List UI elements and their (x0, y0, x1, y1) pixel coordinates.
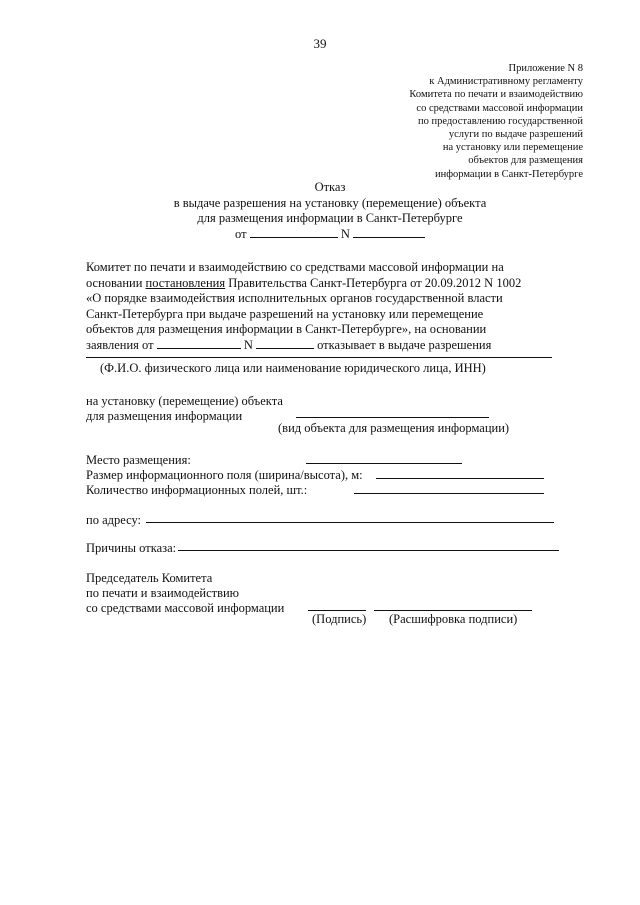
object-line-2: для размещения информации (86, 409, 243, 423)
field-count-line[interactable] (354, 493, 544, 494)
body-paragraph (86, 260, 521, 353)
refuses-text: отказывает в выдаче разрешения (317, 337, 492, 352)
applicant-line[interactable] (86, 357, 552, 358)
number-blank[interactable] (353, 227, 425, 238)
signer-line-2: по печати и взаимодействию (86, 586, 240, 600)
page-number: 39 (313, 36, 327, 51)
application-number-label: N (243, 337, 253, 352)
field-size-label: Размер информационного поля (ширина/высота), м: (86, 468, 363, 482)
document-title (0, 180, 640, 242)
appendix-block (409, 62, 583, 181)
signature-hint: (Подпись) (312, 612, 367, 626)
location-line[interactable] (306, 463, 462, 464)
signature-decode-line[interactable] (374, 610, 532, 611)
signature-decode-hint: (Расшифровка подписи) (389, 612, 518, 626)
signature-line[interactable] (308, 610, 366, 611)
body-line (86, 276, 521, 292)
object-type-hint: (вид объекта для размещения информации) (278, 421, 510, 435)
appendix-line: по предоставлению государственной (417, 115, 583, 127)
appendix-line: объектов для размещения (468, 155, 583, 167)
appendix-line: к Административному регламенту (429, 76, 583, 88)
number-label: N (340, 226, 350, 241)
appendix-line: Комитета по печати и взаимодействию (409, 89, 583, 101)
field-size-line[interactable] (376, 478, 544, 479)
appendix-line: со средствами массовой информации (416, 102, 583, 114)
signer-line-1: Председатель Комитета (86, 571, 213, 585)
address-line[interactable] (146, 522, 554, 523)
address-label: по адресу: (86, 513, 142, 527)
location-label: Место размещения: (86, 453, 191, 467)
reasons-line[interactable] (178, 550, 559, 551)
body-text: основании (86, 275, 143, 290)
object-line-1: на установку (перемещение) объекта (86, 394, 283, 408)
field-count-label: Количество информационных полей, шт.: (86, 483, 308, 497)
body-line: «О порядке взаимодействия исполнительных органов государственной власти (86, 291, 503, 305)
body-text: Правительства Санкт-Петербурга от 20.09.2012 N 1002 (228, 275, 522, 290)
body-line: Санкт-Петербурга при выдаче разрешений на установку или перемещение (86, 306, 484, 321)
appendix-line: на установку или перемещение (442, 142, 583, 154)
body-line: объектов для размещения информации в Санкт-Петербурге», на основании (86, 322, 487, 336)
appendix-line: информации в Санкт-Петербурге (434, 168, 583, 180)
appendix-line: услуги по выдаче разрешений (448, 129, 583, 141)
title-line: Отказ (314, 180, 346, 194)
reasons-label: Причины отказа: (86, 541, 177, 555)
application-from-label: заявления от (86, 337, 154, 352)
title-date-line (0, 227, 640, 243)
body-line: Комитет по печати и взаимодействию со средствами массовой информации на (86, 260, 504, 274)
application-number-blank[interactable] (256, 338, 314, 349)
title-line: для размещения информации в Санкт-Петербурге (197, 211, 463, 225)
signer-line-3: со средствами массовой информации (86, 601, 285, 615)
object-type-line[interactable] (296, 417, 489, 418)
body-line (86, 338, 521, 354)
title-line: в выдаче разрешения на установку (перемещение) объекта (173, 195, 487, 210)
application-date-blank[interactable] (157, 338, 241, 349)
from-label: от (235, 226, 247, 241)
resolution-link[interactable]: постановления (145, 275, 226, 290)
date-blank[interactable] (250, 227, 338, 238)
appendix-line: Приложение N 8 (508, 63, 583, 74)
applicant-hint: (Ф.И.О. физического лица или наименование юридического лица, ИНН) (100, 361, 486, 375)
